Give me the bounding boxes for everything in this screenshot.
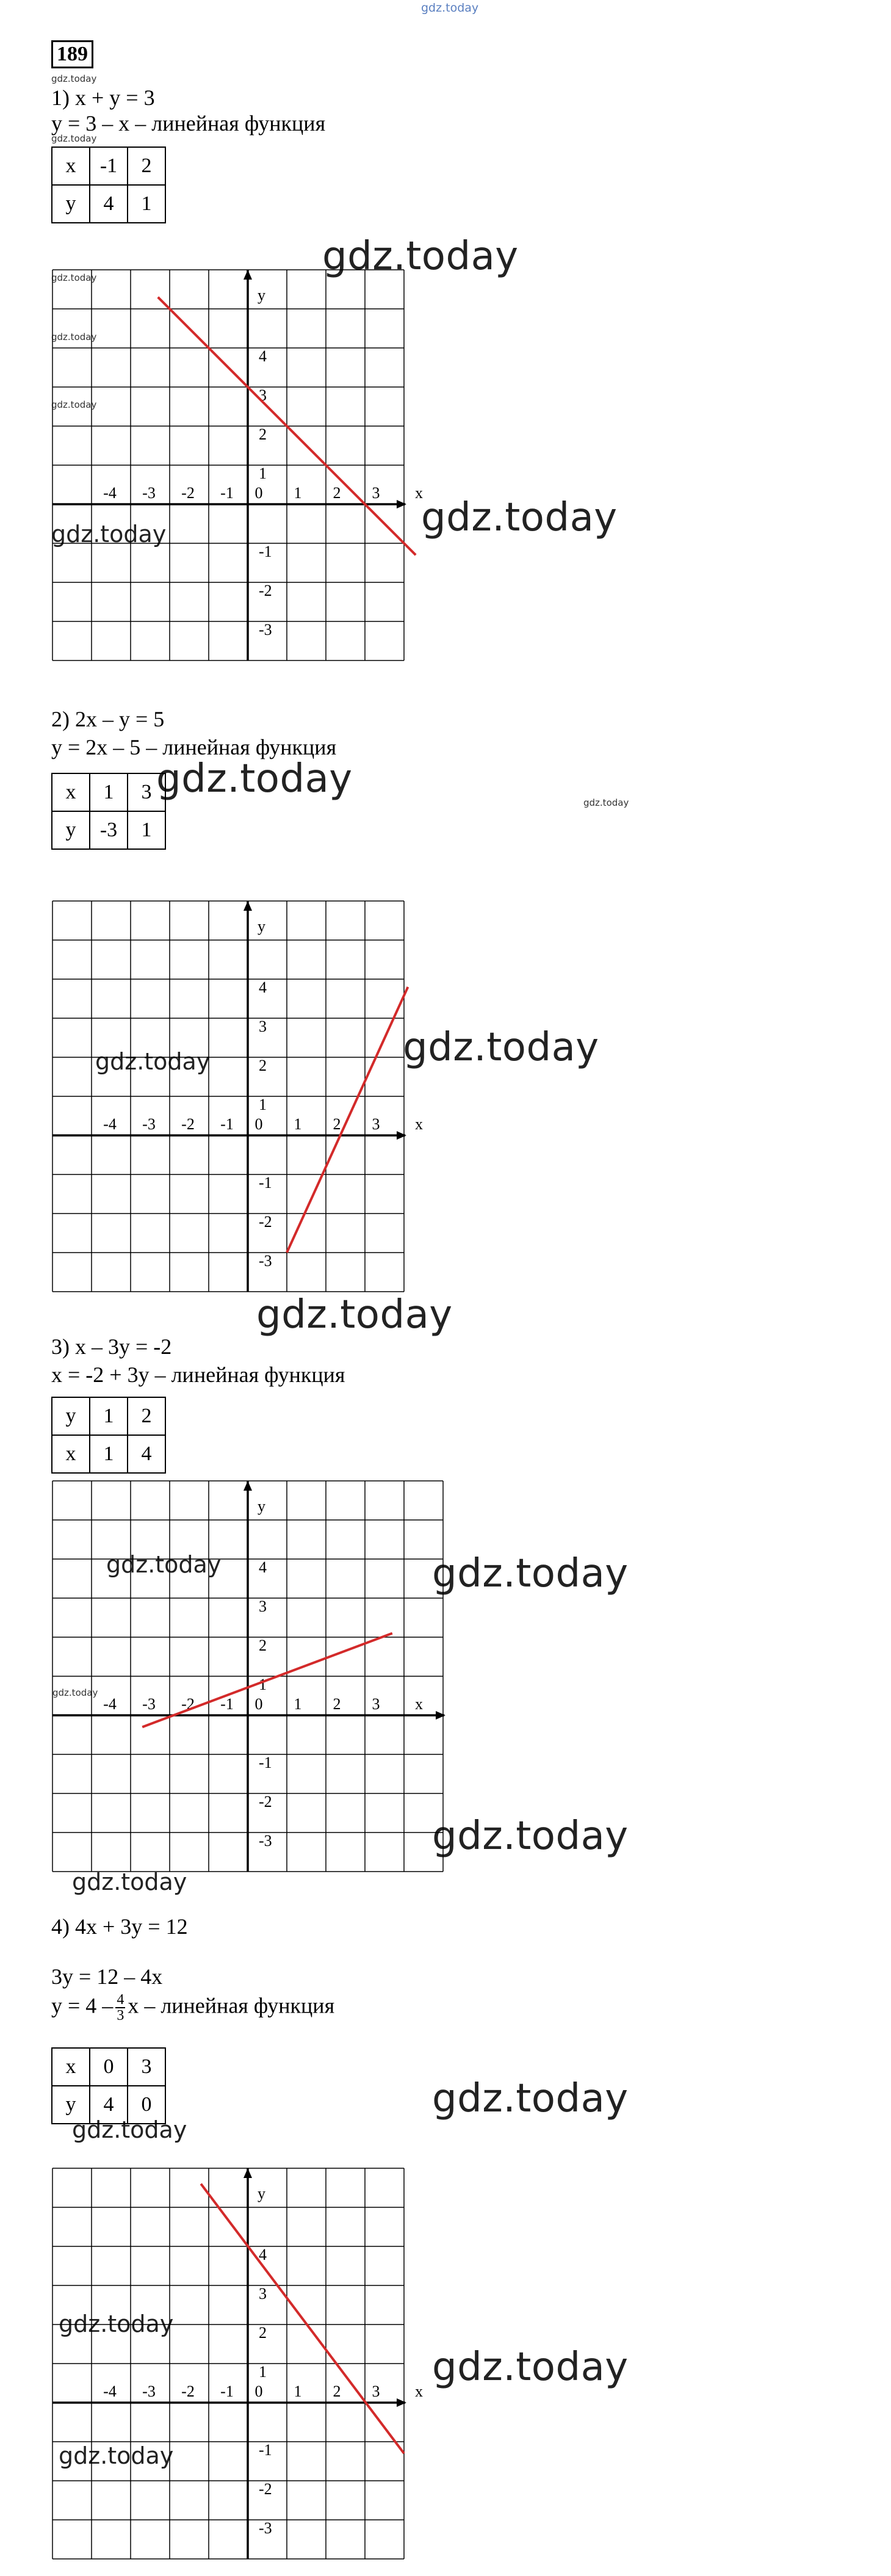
watermark: gdz.today [432, 1814, 629, 1859]
watermark: gdz.today [51, 272, 97, 283]
y-tick-label: 1 [259, 1676, 267, 1693]
x-tick-label: -1 [220, 2382, 234, 2400]
watermark: gdz.today [156, 756, 353, 801]
graph-2 [51, 900, 442, 1297]
y-tick-label: 1 [259, 1096, 267, 1113]
x-axis-arrow [397, 2398, 406, 2407]
fraction [115, 1992, 125, 2023]
watermark: gdz.today [72, 1869, 187, 1895]
y-tick-label: -3 [259, 621, 272, 639]
equation-1: 1) x + y = 3 [51, 85, 155, 110]
watermark: gdz.today [421, 495, 618, 540]
table-cell: 1 [128, 185, 165, 223]
y-tick-label: -2 [259, 1213, 272, 1231]
value-table-2 [51, 773, 166, 850]
watermark: gdz.today [51, 399, 97, 410]
table-cell: y [52, 811, 90, 849]
function-line [201, 2184, 404, 2454]
x-tick-label: -2 [181, 2382, 195, 2400]
table-cell: x [52, 773, 90, 811]
watermark: gdz.today [95, 1048, 211, 1075]
x-tick-label: 1 [294, 484, 302, 502]
x-tick-label: 2 [333, 2382, 341, 2400]
value-table-3 [51, 1397, 166, 1474]
x-tick-label: -3 [142, 2382, 156, 2400]
value-table-1 [51, 147, 166, 223]
table-cell: y [52, 2086, 90, 2124]
table-cell: 1 [90, 773, 128, 811]
table-cell: 4 [128, 1435, 165, 1473]
y-tick-label: -3 [259, 1252, 272, 1270]
y-tick-label: -1 [259, 2441, 272, 2459]
watermark: gdz.today [72, 2116, 187, 2143]
x-tick-label: 0 [254, 1115, 263, 1133]
table-cell: 1 [90, 1435, 128, 1473]
y-axis-label: y [258, 2185, 265, 2202]
y-tick-label: -1 [259, 1754, 272, 1771]
function-line [287, 987, 408, 1253]
graph-3 [51, 1480, 460, 1876]
table-cell: 0 [128, 2086, 165, 2124]
x-axis-label: x [415, 484, 423, 502]
y-tick-label: 3 [259, 1018, 267, 1035]
table-cell: 2 [128, 1397, 165, 1435]
y-axis-label: y [258, 1497, 265, 1515]
x-tick-label: -1 [220, 1695, 234, 1713]
equation-2: 2) 2x – y = 5 [51, 707, 165, 731]
x-tick-label: -1 [220, 484, 234, 502]
x-tick-label: 3 [372, 2382, 380, 2400]
y-tick-label: 2 [259, 425, 267, 443]
watermark: gdz.today [51, 73, 97, 84]
y-tick-label: 2 [259, 1637, 267, 1654]
top-watermark[interactable]: gdz.today [421, 1, 479, 15]
x-tick-label: -3 [142, 1115, 156, 1133]
table-cell: 3 [128, 2048, 165, 2086]
x-tick-label: -1 [220, 1115, 234, 1133]
function-line [142, 1634, 392, 1728]
x-tick-label: -4 [103, 2382, 117, 2400]
x-tick-label: -2 [181, 484, 195, 502]
watermark: gdz.today [432, 2076, 629, 2121]
function-4 [51, 1992, 334, 2023]
table-cell: x [52, 2048, 90, 2086]
x-tick-label: 2 [333, 1695, 341, 1713]
table-cell: 4 [90, 185, 128, 223]
x-tick-label: 2 [333, 1115, 341, 1133]
graph-1 [51, 269, 442, 665]
y-axis-arrow [243, 1481, 252, 1491]
watermark: gdz.today [256, 1292, 453, 1337]
watermark: gdz.today [106, 1551, 222, 1578]
x-axis-arrow [397, 500, 406, 508]
y-tick-label: 1 [259, 2363, 267, 2381]
table-cell: x [52, 1435, 90, 1473]
x-axis-label: x [415, 2382, 423, 2400]
x-tick-label: -3 [142, 484, 156, 502]
x-axis-label: x [415, 1695, 423, 1713]
x-tick-label: 0 [254, 484, 263, 502]
x-tick-label: 3 [372, 1115, 380, 1133]
y-axis-arrow [243, 270, 252, 280]
x-tick-label: -4 [103, 1115, 117, 1133]
table-cell: 1 [128, 811, 165, 849]
grid-lines [52, 2168, 404, 2559]
y-tick-label: 4 [259, 1558, 267, 1576]
x-axis-arrow [436, 1711, 446, 1720]
equation-3: 3) x – 3y = -2 [51, 1334, 172, 1359]
x-axis-label: x [415, 1115, 423, 1133]
y-axis-label: y [258, 286, 265, 304]
function-suffix: x – линейная функция [128, 1993, 335, 2018]
watermark: gdz.today [51, 521, 167, 548]
y-tick-label: -2 [259, 1793, 272, 1811]
x-tick-label: 2 [333, 484, 341, 502]
y-tick-label: 2 [259, 1057, 267, 1074]
value-table-4 [51, 2047, 166, 2124]
watermark: gdz.today [52, 1687, 98, 1698]
watermark: gdz.today [51, 331, 97, 342]
table-cell: x [52, 147, 90, 185]
function-2: y = 2x – 5 – линейная функция [51, 735, 337, 759]
y-tick-label: -3 [259, 1832, 272, 1850]
y-tick-label: 4 [259, 979, 267, 996]
watermark: gdz.today [403, 1025, 599, 1070]
y-tick-label: 4 [259, 347, 267, 365]
y-tick-label: 1 [259, 465, 267, 482]
y-tick-label: 2 [259, 2324, 267, 2342]
y-tick-label: -1 [259, 1174, 272, 1192]
table-cell: 4 [90, 2086, 128, 2124]
graph-4 [51, 2167, 442, 2564]
y-axis-arrow [243, 2168, 252, 2178]
function-3: x = -2 + 3y – линейная функция [51, 1362, 345, 1387]
fraction-denominator: 3 [117, 2008, 124, 2024]
x-tick-label: 3 [372, 1695, 380, 1713]
table-cell: 0 [90, 2048, 128, 2086]
x-tick-label: 1 [294, 2382, 302, 2400]
y-tick-label: -1 [259, 543, 272, 560]
y-tick-label: 3 [259, 1597, 267, 1615]
x-tick-label: -4 [103, 1695, 117, 1713]
y-tick-label: -2 [259, 2480, 272, 2498]
y-tick-label: 3 [259, 2285, 267, 2303]
x-tick-label: -2 [181, 1115, 195, 1133]
table-cell: 3 [128, 773, 165, 811]
table-cell: y [52, 185, 90, 223]
table-cell: -3 [90, 811, 128, 849]
y-tick-label: -2 [259, 582, 272, 599]
table-cell: -1 [90, 147, 128, 185]
x-tick-label: -2 [181, 1695, 195, 1713]
fraction-numerator: 4 [117, 1992, 124, 2008]
grid-lines [52, 270, 404, 660]
problem-number: 189 [51, 40, 93, 68]
x-tick-label: 1 [294, 1695, 302, 1713]
watermark: gdz.today [51, 133, 97, 144]
x-tick-label: -4 [103, 484, 117, 502]
step-4: 3y = 12 – 4x [51, 1964, 163, 1989]
watermark: gdz.today [322, 234, 519, 279]
table-cell: 1 [90, 1397, 128, 1435]
function-prefix: y = 4 – [51, 1993, 114, 2018]
function-1: y = 3 – x – линейная функция [51, 111, 326, 136]
watermark: gdz.today [583, 797, 629, 808]
y-axis-label: y [258, 917, 265, 935]
watermark: gdz.today [59, 2442, 174, 2469]
table-cell: 2 [128, 147, 165, 185]
x-tick-label: 1 [294, 1115, 302, 1133]
x-tick-label: 3 [372, 484, 380, 502]
watermark: gdz.today [432, 1551, 629, 1596]
x-tick-label: 0 [254, 2382, 263, 2400]
watermark: gdz.today [432, 2345, 629, 2390]
y-axis-arrow [243, 901, 252, 911]
equation-4: 4) 4x + 3y = 12 [51, 1914, 188, 1939]
x-tick-label: -3 [142, 1695, 156, 1713]
x-axis-arrow [397, 1131, 406, 1140]
y-tick-label: -3 [259, 2519, 272, 2537]
table-cell: y [52, 1397, 90, 1435]
watermark: gdz.today [59, 2310, 174, 2337]
grid-lines [52, 901, 404, 1292]
x-tick-label: 0 [254, 1695, 263, 1713]
y-tick-label: 4 [259, 2246, 267, 2263]
y-tick-label: 3 [259, 386, 267, 404]
